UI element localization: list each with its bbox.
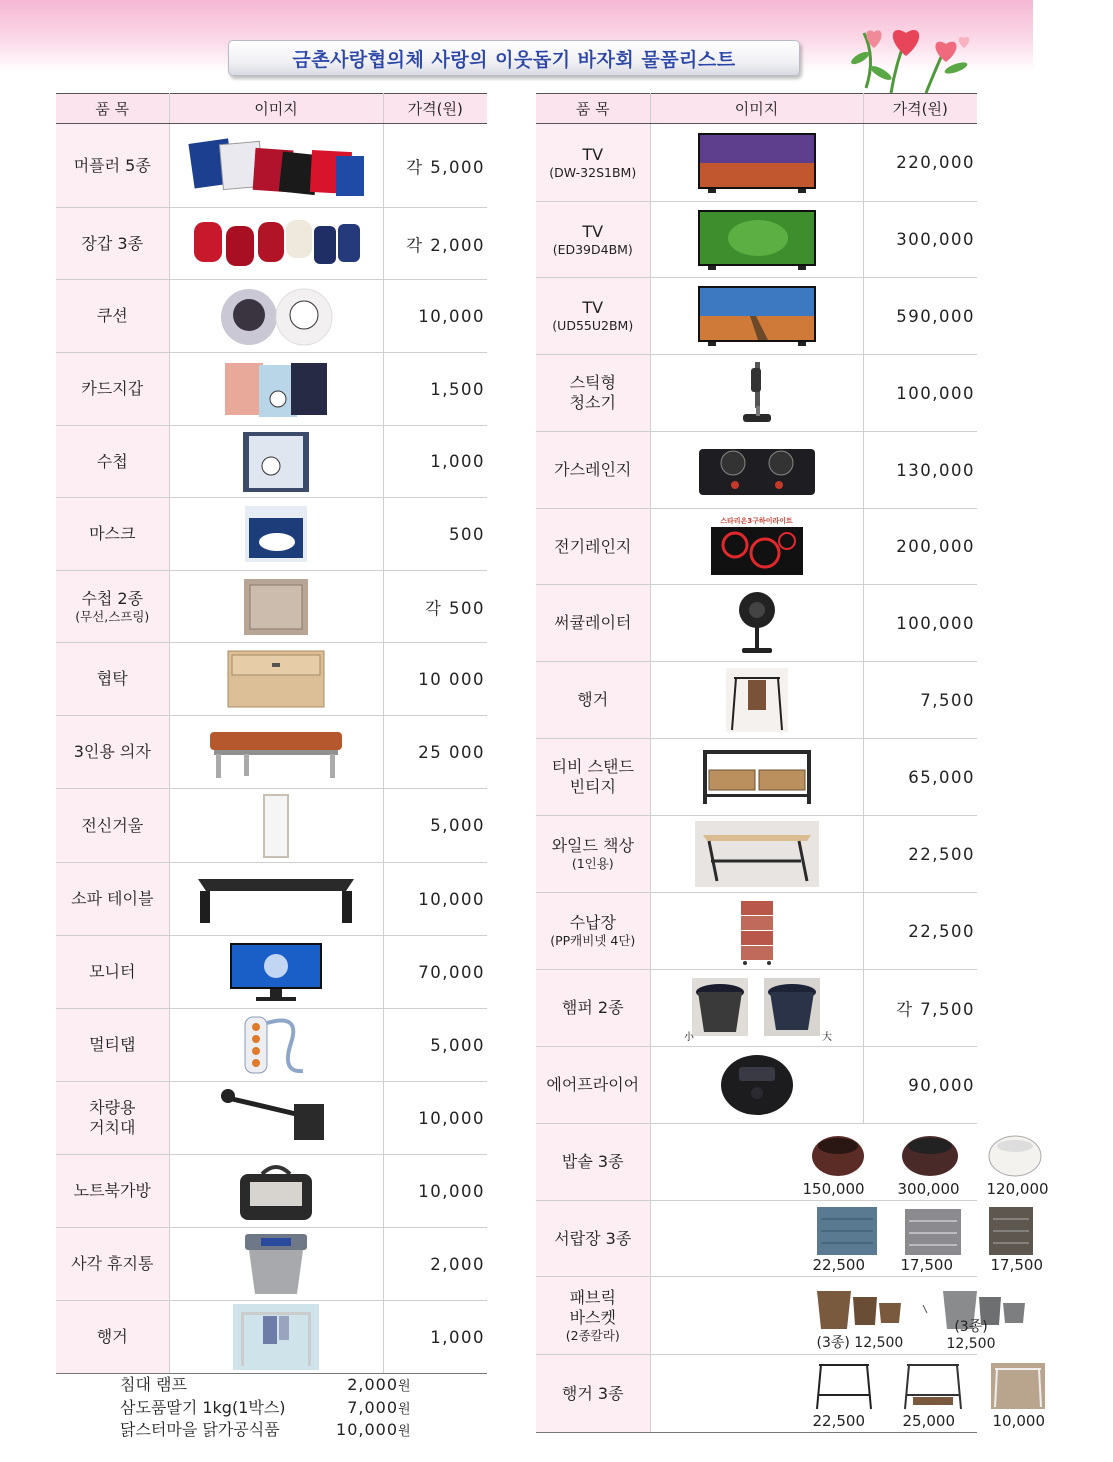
item-subname: (DW-32S1BM) <box>549 164 637 180</box>
cooker-price: 150,000 <box>802 1180 865 1198</box>
mask-photo-icon <box>243 504 309 564</box>
item-price: 300,000 <box>863 202 977 278</box>
header-price: 가격(원) <box>383 94 487 124</box>
chest-price: 17,500 <box>900 1256 953 1274</box>
item-name: 서랍장 3종 <box>554 1228 632 1248</box>
table-row <box>536 662 977 739</box>
item-name: 수첩 2종 <box>81 588 144 608</box>
table-row <box>56 353 487 426</box>
item-price: 70,000 <box>383 936 487 1009</box>
item-price: 10 000 <box>383 643 487 716</box>
header-price: 가격(원) <box>863 94 977 124</box>
stick-vacuum-photo-icon <box>737 360 777 426</box>
drawer-cabinet-photo-icon <box>737 897 777 965</box>
item-price: 130,000 <box>863 432 977 509</box>
table-row <box>536 1277 977 1355</box>
cooker-price: 120,000 <box>986 1180 1049 1198</box>
extra-price: 10,000 <box>336 1420 398 1439</box>
item-name-line2: 바스켓 <box>569 1307 616 1327</box>
item-subname: (ED39D4BM) <box>552 241 633 257</box>
car-mount-photo-icon <box>216 1088 336 1148</box>
item-price: 10,000 <box>383 1082 487 1155</box>
item-price: 100,000 <box>863 585 977 662</box>
item-name: 가스레인지 <box>554 460 632 479</box>
item-name: 스틱형 <box>569 373 616 392</box>
clothes-rack-photo-icon <box>233 1304 319 1370</box>
item-price: 7,500 <box>863 662 977 739</box>
item-price: 200,000 <box>863 509 977 585</box>
laptop-bag-photo-icon <box>236 1160 316 1222</box>
header-image: 이미지 <box>650 94 863 124</box>
table-row <box>536 1201 977 1277</box>
item-name: 밥솥 3종 <box>561 1152 624 1171</box>
table-row <box>56 426 487 498</box>
table-row <box>56 643 487 716</box>
cooker-price: 300,000 <box>897 1180 960 1198</box>
item-name: 써큘레이터 <box>554 613 632 632</box>
item-name: 멀티탭 <box>89 1035 136 1054</box>
extra-row <box>120 1398 411 1421</box>
item-name: TV <box>582 144 604 164</box>
item-name-line2: 빈티지 <box>569 777 616 796</box>
table-row <box>536 278 977 355</box>
item-name: 전기레인지 <box>554 536 632 556</box>
item-price: 22,500 <box>863 893 977 970</box>
item-name: 협탁 <box>96 669 128 688</box>
rice-cooker-group <box>651 1124 1049 1200</box>
tv-leaf-photo-icon <box>698 210 816 270</box>
table-row <box>536 1124 977 1201</box>
basket-group <box>651 1277 996 1354</box>
item-name: TV <box>582 221 604 241</box>
extra-name: 닭스터마을 닭가공식품 <box>120 1420 280 1439</box>
sofa-table-photo-icon <box>196 871 356 927</box>
item-price: 500 <box>383 498 487 571</box>
item-name: 행거 <box>577 690 609 709</box>
table-row <box>56 1301 487 1374</box>
table-row <box>536 585 977 662</box>
item-price: 10,000 <box>383 280 487 353</box>
extra-items-list <box>120 1375 411 1443</box>
nightstand-photo-icon <box>226 649 326 709</box>
chest-photo-icon <box>813 1205 1103 1257</box>
item-name: 패브릭 <box>569 1287 616 1307</box>
item-name: 쿠션 <box>96 306 128 325</box>
gloves-photo-icon <box>186 216 366 272</box>
item-price: 65,000 <box>863 739 977 816</box>
item-name-line2: 거치대 <box>89 1118 136 1137</box>
cushion-photo-icon <box>216 285 336 347</box>
item-price: 각 7,500 <box>863 970 977 1047</box>
tv-sunset-photo-icon <box>698 133 816 193</box>
basket-price: (3종) 12,500 <box>946 1319 996 1352</box>
table-row <box>56 1009 487 1082</box>
table-row <box>536 509 977 585</box>
item-name: 수첩 <box>96 451 128 471</box>
item-name: TV <box>582 298 604 317</box>
item-price: 90,000 <box>863 1047 977 1124</box>
size-small-label: 小 <box>683 1032 694 1043</box>
item-name: 마스크 <box>89 524 136 543</box>
item-subname: (1인용) <box>571 856 614 871</box>
table-row <box>56 1155 487 1228</box>
extra-unit: 원 <box>398 1401 411 1417</box>
item-name: 모니터 <box>89 962 136 981</box>
item-subname: (UD55U2BM) <box>552 318 634 333</box>
mirror-photo-icon <box>261 793 291 859</box>
item-price: 100,000 <box>863 355 977 432</box>
chest-group <box>651 1201 1043 1276</box>
table-row <box>536 893 977 970</box>
item-price: 22,500 <box>863 816 977 893</box>
table-row <box>536 1355 977 1433</box>
basket-price: (3종) 12,500 <box>816 1335 904 1351</box>
table-row <box>536 970 977 1047</box>
basket-photo-icon <box>815 1285 1035 1331</box>
table-row <box>536 739 977 816</box>
item-name: 소파 테이블 <box>71 889 154 908</box>
table-row <box>56 936 487 1009</box>
heart-flowers-icon <box>846 18 976 98</box>
extra-name: 삼도품딸기 1kg(1박스) <box>120 1397 286 1417</box>
rice-cooker-photo-icon <box>803 1130 1103 1178</box>
right-item-table <box>536 93 1049 1433</box>
item-name: 3인용 의자 <box>73 742 151 761</box>
item-subname: (무선,스프링) <box>75 608 150 624</box>
item-name: 에어프라이어 <box>546 1075 640 1094</box>
item-name-line2: 청소기 <box>569 393 616 412</box>
item-name: 햄퍼 2종 <box>561 998 624 1017</box>
extra-row <box>120 1420 411 1443</box>
rack-price: 22,500 <box>812 1412 865 1430</box>
extra-row <box>120 1375 411 1398</box>
left-item-table <box>56 93 487 1374</box>
electric-range-photo-icon <box>709 525 805 577</box>
table-row <box>536 816 977 893</box>
header-item: 품 목 <box>536 94 650 124</box>
rack-price: 10,000 <box>992 1412 1045 1430</box>
bench-photo-icon <box>206 724 346 780</box>
tv-pier-photo-icon <box>698 286 816 346</box>
item-price: 220,000 <box>863 124 977 202</box>
table-row <box>56 124 487 208</box>
item-subname: (2종칼라) <box>565 1327 620 1343</box>
rack-price: 25,000 <box>902 1412 955 1430</box>
table-row <box>56 789 487 863</box>
table-header <box>56 94 487 124</box>
item-price: 5,000 <box>383 789 487 863</box>
item-price: 590,000 <box>863 278 977 355</box>
item-price: 25 000 <box>383 716 487 789</box>
table-row <box>56 863 487 936</box>
extra-price: 7,000 <box>347 1397 398 1417</box>
table-row <box>536 124 977 202</box>
table-header <box>536 94 977 124</box>
circulator-photo-icon <box>732 590 782 656</box>
item-name: 장갑 3종 <box>81 233 144 253</box>
power-strip-photo-icon <box>241 1013 311 1077</box>
table-row <box>56 208 487 280</box>
notebook-box-photo-icon <box>242 577 310 637</box>
hamper-photo-icon <box>682 974 832 1042</box>
item-name: 머플러 5종 <box>73 155 151 175</box>
page-title: 금촌사랑협의체 사랑의 이웃돕기 바자회 물품리스트 <box>292 48 736 71</box>
hanger-photo-icon <box>726 668 788 732</box>
table-row <box>536 432 977 509</box>
table-row <box>56 571 487 643</box>
item-name: 행거 <box>96 1327 128 1346</box>
item-name: 차량용 <box>89 1098 136 1117</box>
table-row <box>536 1047 977 1124</box>
extra-unit: 원 <box>398 1379 411 1394</box>
item-price: 2,000 <box>383 1228 487 1301</box>
table-row <box>56 498 487 571</box>
table-row <box>56 1082 487 1155</box>
mufflers-photo-icon <box>186 131 366 201</box>
item-price: 각 2,000 <box>383 208 487 280</box>
item-price: 각 500 <box>383 571 487 643</box>
extra-name: 침대 램프 <box>120 1375 187 1394</box>
trash-can-photo-icon <box>241 1232 311 1296</box>
hanger-rack-group <box>651 1355 1045 1432</box>
desk-photo-icon <box>695 821 819 887</box>
header-image: 이미지 <box>169 94 383 124</box>
hanger-rack-photo-icon <box>813 1361 1113 1411</box>
item-price: 각 5,000 <box>383 124 487 208</box>
item-price: 10,000 <box>383 863 487 936</box>
item-price: 1,500 <box>383 353 487 426</box>
item-name: 행거 3종 <box>561 1383 624 1403</box>
gas-range-photo-icon <box>695 441 819 499</box>
item-price: 10,000 <box>383 1155 487 1228</box>
item-price: 1,000 <box>383 1301 487 1374</box>
air-fryer-photo-icon <box>717 1053 797 1117</box>
card-wallet-photo-icon <box>221 359 331 419</box>
item-name: 노트북가방 <box>73 1181 151 1200</box>
item-name: 사각 휴지통 <box>71 1254 154 1273</box>
item-price: 5,000 <box>383 1009 487 1082</box>
monitor-photo-icon <box>228 941 324 1003</box>
chest-price: 22,500 <box>812 1256 865 1274</box>
chest-price: 17,500 <box>990 1256 1043 1274</box>
tv-stand-photo-icon <box>699 746 815 808</box>
item-price: 1,000 <box>383 426 487 498</box>
item-name: 카드지갑 <box>81 379 144 398</box>
item-name: 티비 스탠드 <box>551 757 634 776</box>
brand-label: 스타리온3구하이라이트 <box>720 516 793 525</box>
table-row <box>56 1228 487 1301</box>
table-row <box>56 280 487 353</box>
title-banner <box>228 40 800 76</box>
table-row <box>536 355 977 432</box>
table-row <box>56 716 487 789</box>
item-name: 와일드 책상 <box>551 836 634 855</box>
item-subname: (PP캐비넷 4단) <box>550 933 636 948</box>
notebook-photo-icon <box>241 430 311 494</box>
extra-price: 2,000 <box>347 1375 398 1394</box>
table-row <box>536 202 977 278</box>
item-name: 수납장 <box>569 913 616 932</box>
size-large-label: 大 <box>821 1032 832 1043</box>
header-item: 품 목 <box>56 94 169 124</box>
item-name: 전신거울 <box>81 815 144 835</box>
extra-unit: 원 <box>398 1424 411 1439</box>
